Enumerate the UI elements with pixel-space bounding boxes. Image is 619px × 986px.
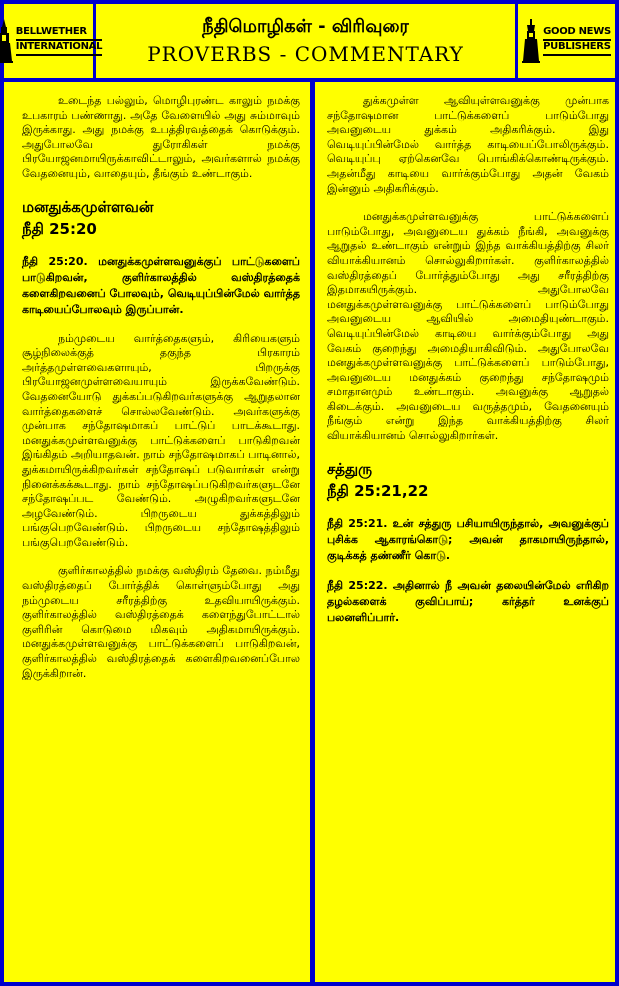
bell-tower-icon [0, 19, 13, 63]
right-paragraph-1: துக்கமுள்ள ஆவியுள்ளவனுக்கு முன்பாக சந்தோஷமான பாட்டுக்களைப் பாடும்போது அவனுடைய துக்கம் அதிகரிக்கும். இது வெடியுப்பின்மேல் வார்த்த காடியைப்போலிருக்கும். வெடியுப்பு ஏற்கெனவே பொங்கிக்கொண்டிருக்கும். அதன்மீது காடியை வார்க்கும்போது அதன் வேகம் இன்னும் அதிகரிக்கும். [327, 94, 609, 195]
page-header [96, 4, 515, 78]
verse-25-21: நீதி 25:21. உன் சத்துரு பசியாயிருந்தால், அவனுக்குப் புசிக்க ஆகாரங்கொடு; அவன் தாகமாயிருந்தால், குடிக்கத் தண்ணீர் கொடு. [327, 516, 609, 562]
verse-25-22: நீதி 25:22. அதினால் நீ அவன் தலையின்மேல் எரிகிற தழல்களைக் குவிப்பாய்; கர்த்தர் உனக்குப் பலனளிப்பார். [327, 578, 609, 624]
left-paragraph-2: நம்முடைய வார்த்தைகளும், கிரியைகளும் சூழ்நிலைக்குத் தகுந்த பிரகாரம் அர்த்தமுள்ளவைகளாயும், பிறருக்கு பிரயோஜனமுள்ளவையாயும் இருக்கவேண்டும். வேதனையோடு துக்கப்படுகிறவர்களுக்கு ஆறுதலான வார்த்தைகளைச் சொல்லவேண்டும். அவர்களுக்கு முன்பாக சந்தோஷமாகப் பாட்டுப் பாடக்கூடாது. மனதுக்கமுள்ளவனுக்கு பாட்டுக்களைப் பாடுகிறவன் இங்கிதம் அறியாதவன். நாம் சந்தோஷமாகப் பாடினால், துக்கமாயிருக்கிறவர்கள் சந்தோஷப் படுவார்கள் என்று நினைக்கக்கூடாது. நாம் சந்தோஷப்படுகிறவர்களுடனே சந்தோஷப்பட வேண்டும். அழுகிறவர்களுடனே அழவேண்டும். பிறருடைய துக்கத்திலும் பங்குபெறவேண்டும். பிறருடைய சந்தோஷத்திலும் பங்குபெறவேண்டும். [22, 331, 300, 549]
logo-right-line1: GOOD NEWS [543, 26, 611, 37]
logo-left-line1: BELLWETHER [15, 26, 87, 37]
right-paragraph-2: மனதுக்கமுள்ளவனுக்கு பாட்டுக்களைப் பாடும்போது, அவனுடைய துக்கம் நீங்கி, அவனுக்கு ஆறுதல் உண்டாகும் என்றும் இந்த வாக்கியத்திற்கு சிலர் வியாக்கியானம் சொல்லுகிறார்கள். குளிர்காலத்தில் வஸ்திரத்தைப் போர்த்தும்போது அது சரீரத்திற்கு இதமாகயிருக்கும். அதுபோலவே மனதுக்கமுள்ளவனுக்கு பாட்டுக்களைப் பாடும்போது அவனுடைய ஆவியில் அமைதியுண்டாகும். வெடியுப்பின்மேல் காடியை வார்க்கும்போது அது வேகம் குறைந்து அமைதியாகிவிடும். அதுபோலவே மனதுக்கமுள்ளவனுக்கு பாட்டுக்களைப் பாடும்போது, அவனுடைய மனதுக்கம் குறைந்து சந்தோஷமும் சமாதானமும் உண்டாகும். அவனுக்கு ஆறுதல் கிடைக்கும். அவனுடைய வருத்தமும், வேதனையும் நீங்கும் என்று இந்த வாக்கியத்திற்கு சிலர் வியாக்கியானம் சொல்லுகிறார்கள். [327, 210, 609, 443]
section-heading-title: சத்துரு [327, 459, 372, 478]
left-column [8, 84, 310, 978]
section-heading-mourner [22, 196, 300, 240]
section-heading-title: மனதுக்கமுள்ளவன் [22, 197, 154, 216]
good-news-logo [515, 4, 615, 78]
section-heading-enemy [327, 458, 609, 502]
logo-right-line2: PUBLISHERS [543, 41, 611, 52]
verse-25-20: நீதி 25:20. மனதுக்கமுள்ளவனுக்குப் பாட்டுகளைப் பாடுகிறவன், குளிர்காலத்தில் வஸ்திரத்தைக் களைகிறவனைப் போலவும், வெடியுப்பின்மேல் வார்த்த காடியைப்போலவும் இருப்பான். [22, 254, 300, 316]
left-paragraph-1: உடைந்த பல்லும், மொழிபுரண்ட காலும் நமக்கு உபகாரம் பண்ணாது. அதே வேளையில் அது சும்மாவும் இருக்காது. அது நமக்கு உபத்திரவத்தைக் கொடுக்கும். அதுபோலவே துரோகிகள் நமக்கு பிரயோஜனமாயிருக்காவிட்டாலும், அவர்களால் நமக்கு வேதனையும், வாதையும், தீங்கும் உண்டாகும். [22, 94, 300, 180]
bellwether-logo [4, 4, 103, 78]
section-heading-reference: நீதி 25:20 [22, 219, 97, 238]
lamp-tower-icon [522, 19, 540, 63]
tamil-title: நீதிமொழிகள் - விரிவுரை [202, 16, 409, 37]
section-heading-reference: நீதி 25:21,22 [327, 481, 429, 500]
right-column [315, 84, 619, 978]
english-title: PROVERBS - COMMENTARY [147, 42, 464, 66]
left-paragraph-3: குளிர்காலத்தில் நமக்கு வஸ்திரம் தேவை. நம்மீது வஸ்திரத்தைப் போர்த்திக் கொள்ளும்போது அது நம்முடைய சரீரத்திற்கு உதவியாயிருக்கும். குளிர்காலத்தில் வஸ்திரத்தைக் களைந்துபோட்டால் குளிரின் கொடுமை மிகவும் அதிகமாயிருக்கும். மனதுக்கமுள்ளவனுக்கு பாட்டுக்களைப் பாடுகிறவன், குளிர்காலத்தில் வஸ்திரத்தைக் களைகிறவனைப்போல இருக்கிறான். [22, 564, 300, 680]
logo-left-line2: INTERNATIONAL [15, 41, 103, 52]
